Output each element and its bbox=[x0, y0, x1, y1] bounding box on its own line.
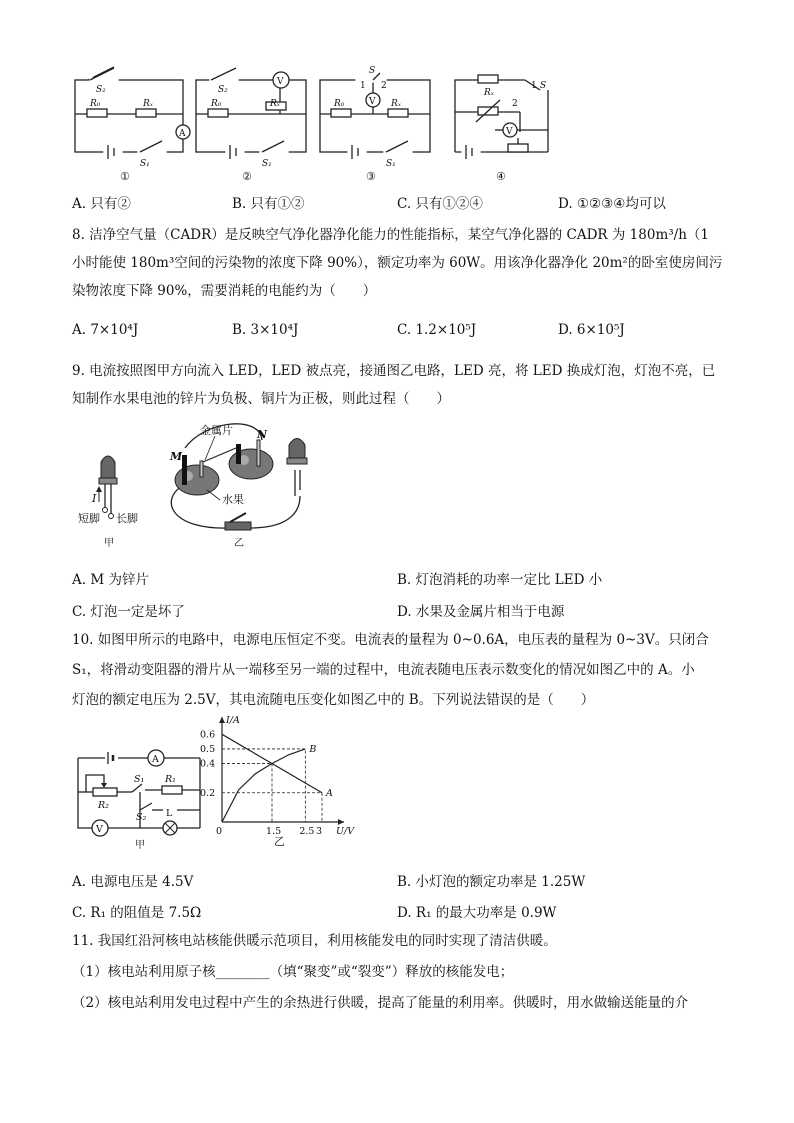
c3-2: 2 bbox=[381, 81, 387, 91]
q10-option-a: A. 电源电压是 4.5V bbox=[72, 874, 194, 890]
q10-lamp-label: L bbox=[166, 808, 173, 819]
q8-option-c: C. 1.2×10⁵J bbox=[397, 322, 477, 338]
q9-line-1: 9. 电流按照图甲方向流入 LED，LED 被点亮，接通图乙电路，LED 亮，将 LED 换成灯泡，灯泡不亮，已 bbox=[72, 363, 716, 379]
c1-s1: S₁ bbox=[140, 159, 150, 169]
x-axis-arrow bbox=[338, 819, 344, 825]
fruit-left bbox=[175, 465, 219, 495]
circuit-label-4: ④ bbox=[496, 170, 506, 183]
q10-option-c: C. R₁ 的阻值是 7.5Ω bbox=[72, 905, 202, 921]
q8-line-2: 小时能使 180m³空间的污染物的浓度下降 90%），额定功率为 60W。用该净化器净化 20m²的卧室使房间污 bbox=[72, 255, 723, 271]
circuit-1 bbox=[75, 67, 190, 159]
q10-line-2: S₁，将滑动变阻器的滑片从一端移至另一端的过程中，电流表随电压表示数变化的情况如图乙中的 A。小 bbox=[72, 662, 695, 678]
y-axis-label: I/A bbox=[226, 715, 240, 726]
x-tick-label: 3 bbox=[316, 826, 323, 837]
circuit-2 bbox=[196, 68, 306, 159]
guide-line bbox=[222, 793, 322, 822]
y-tick-label: 0.6 bbox=[200, 729, 216, 741]
c3-s: S bbox=[369, 66, 376, 76]
c4-voltmeter: V bbox=[506, 127, 513, 137]
c2-r0: R₀ bbox=[211, 99, 222, 109]
metal-m bbox=[182, 455, 187, 485]
q10-option-d: D. R₁ 的最大功率是 0.9W bbox=[397, 905, 557, 921]
q9-option-c: C. 灯泡一定是坏了 bbox=[72, 604, 185, 620]
series-B bbox=[222, 749, 305, 822]
q10-line-1: 10. 如图甲所示的电路中，电源电压恒定不变。电流表的量程为 0~0.6A，电压表的量程为 0~3V。只闭合 bbox=[72, 632, 709, 648]
q10-s2: S₂ bbox=[136, 812, 147, 823]
circuit-label-2: ② bbox=[242, 170, 252, 183]
q9-option-a: A. M 为锌片 bbox=[72, 572, 149, 588]
y-tick-label: 0.4 bbox=[200, 758, 216, 770]
label-n: N bbox=[257, 428, 268, 441]
c2-rx: Rₓ bbox=[270, 99, 280, 109]
q8-line-1: 8. 洁净空气量（CADR）是反映空气净化器净化能力的性能指标，某空气净化器的 CADR 为 180m³/h（1 bbox=[72, 227, 709, 243]
q7-option-c: C. 只有①②④ bbox=[397, 196, 483, 212]
led-jia bbox=[96, 456, 117, 519]
x-tick-label: 0 bbox=[216, 826, 223, 837]
q9-option-d: D. 水果及金属片相当于电源 bbox=[397, 604, 565, 620]
q9-line-2: 知制作水果电池的锌片为负极、铜片为正极，则此过程（ ） bbox=[72, 391, 450, 407]
circuit-label-3: ③ bbox=[366, 170, 376, 183]
circuit-figures bbox=[0, 0, 794, 190]
label-i: I bbox=[92, 492, 97, 505]
c3-1: 1 bbox=[360, 81, 366, 91]
y-tick-label: 0.5 bbox=[200, 743, 216, 755]
q8-option-b: B. 3×10⁴J bbox=[232, 322, 299, 338]
q7-option-d: D. ①②③④均可以 bbox=[558, 196, 666, 212]
label-metal: 金属片 bbox=[200, 424, 233, 437]
q10-r2: R₂ bbox=[98, 800, 109, 811]
x-tick-label: 1.5 bbox=[266, 826, 282, 837]
y-tick-label: 0.2 bbox=[200, 787, 216, 799]
label-m: M bbox=[170, 450, 183, 463]
c2-voltmeter: V bbox=[277, 77, 284, 87]
fruit-battery-figure bbox=[0, 420, 794, 560]
q10-line-3: 灯泡的额定电压为 2.5V，其电流随电压变化如图乙中的 B。下列说法错误的是（ ） bbox=[72, 692, 595, 708]
label-short: 短脚 bbox=[78, 512, 100, 525]
c3-s1: S₁ bbox=[386, 159, 396, 169]
c4-1: 1 bbox=[531, 81, 537, 91]
label-long: 长脚 bbox=[116, 512, 138, 525]
series-label-B: B bbox=[309, 743, 317, 755]
label-yi: 乙 bbox=[234, 538, 244, 549]
q7-option-b: B. 只有①② bbox=[232, 196, 305, 212]
x-tick-label: 2.5 bbox=[299, 826, 315, 837]
q10-chart-caption: 乙 bbox=[274, 835, 285, 848]
label-jia: 甲 bbox=[104, 538, 114, 549]
c1-s2: S₂ bbox=[96, 85, 106, 95]
switch-yi bbox=[225, 513, 251, 530]
q11-line-1: 11. 我国红沿河核电站核能供暖示范项目，利用核能发电的同时实现了清洁供暖。 bbox=[72, 933, 557, 949]
y-axis-arrow bbox=[219, 717, 225, 723]
q10-option-b: B. 小灯泡的额定功率是 1.25W bbox=[397, 874, 586, 890]
x-axis-label: U/V bbox=[336, 826, 355, 837]
q10-s1: S₁ bbox=[134, 774, 145, 785]
c1-rx: Rₓ bbox=[143, 99, 153, 109]
metal-n bbox=[257, 440, 260, 466]
c2-s1: S₁ bbox=[262, 159, 272, 169]
c3-voltmeter: V bbox=[369, 97, 376, 107]
q9-option-b: B. 灯泡消耗的功率一定比 LED 小 bbox=[397, 572, 603, 588]
label-fruit: 水果 bbox=[222, 493, 244, 506]
metal-left-cu bbox=[200, 461, 203, 477]
metal-right-zn bbox=[236, 444, 241, 464]
c4-rx: Rₓ bbox=[484, 88, 494, 98]
c2-s2: S₂ bbox=[218, 85, 228, 95]
q10-chart-yi bbox=[0, 715, 794, 858]
q10-voltmeter: V bbox=[96, 824, 103, 835]
q10-label-jia: 甲 bbox=[135, 840, 145, 851]
series-label-A: A bbox=[326, 787, 333, 799]
circuit-3 bbox=[320, 73, 430, 159]
q10-ammeter: A bbox=[152, 754, 159, 765]
c3-r0: R₀ bbox=[334, 99, 345, 109]
c3-rx: Rₓ bbox=[391, 99, 401, 109]
q8-line-3: 染物浓度下降 90%，需要消耗的电能约为（ ） bbox=[72, 283, 377, 299]
q11-line-2: （1）核电站利用原子核________（填“聚变”或“裂变”）释放的核能发电； bbox=[72, 964, 514, 980]
q8-option-d: D. 6×10⁵J bbox=[558, 322, 625, 338]
guide-line bbox=[222, 749, 305, 822]
circuit-label-1: ① bbox=[120, 170, 130, 183]
q10-r1: R₁ bbox=[165, 774, 176, 785]
c4-2: 2 bbox=[512, 99, 518, 109]
led-yi bbox=[287, 439, 307, 465]
c1-r0: R₀ bbox=[90, 99, 101, 109]
q8-option-a: A. 7×10⁴J bbox=[72, 322, 139, 338]
q11-line-3: （2）核电站利用发电过程中产生的余热进行供暖，提高了能量的利用率。供暖时，用水做输送能量的介 bbox=[72, 995, 689, 1011]
q7-option-a: A. 只有② bbox=[72, 196, 131, 212]
fruit-right bbox=[229, 449, 273, 479]
c1-ammeter: A bbox=[179, 129, 186, 139]
c4-s: S bbox=[540, 81, 547, 91]
